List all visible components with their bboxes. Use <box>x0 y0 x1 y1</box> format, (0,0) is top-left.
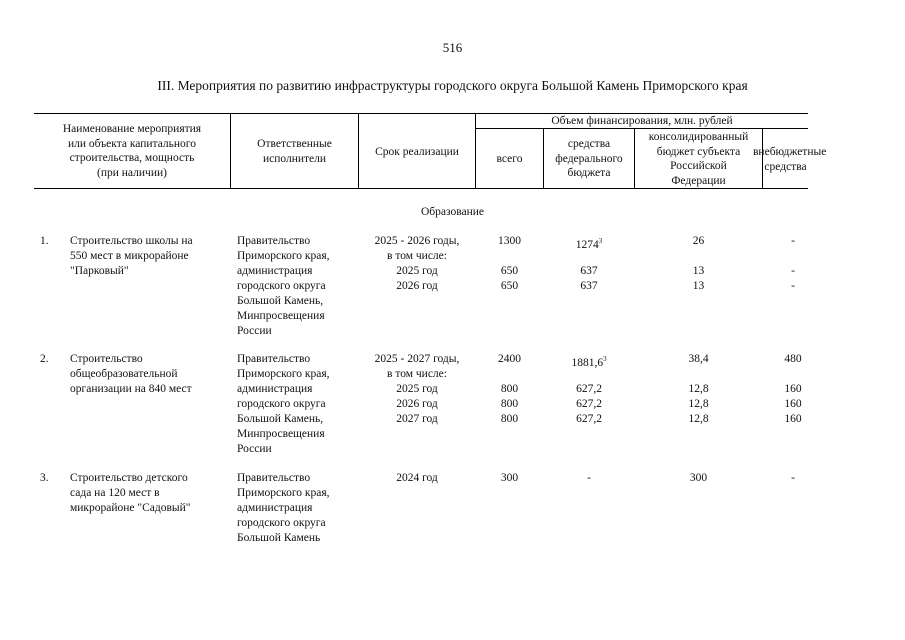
row-extra-value: 160 <box>784 413 802 425</box>
header-responsible: Ответственные исполнители <box>257 138 332 165</box>
page-number: 516 <box>442 40 463 55</box>
row-responsible-line: городского округа <box>237 398 326 410</box>
header-total: всего <box>496 153 523 165</box>
row-federal-value <box>544 352 634 371</box>
row-responsible-line: России <box>237 325 272 337</box>
row-responsible-line: администрация <box>237 265 313 277</box>
row-extra-value: - <box>791 235 795 247</box>
row-extra-value: 480 <box>784 353 802 365</box>
row-regional-value: 12,8 <box>688 383 709 395</box>
row-responsible-line: России <box>237 443 272 455</box>
row-extra-value: 160 <box>784 383 802 395</box>
row-period-line: в том числе: <box>387 250 447 262</box>
row-responsible-line: Минпросвещения <box>237 428 325 440</box>
row-responsible-line: Большой Камень, <box>237 295 324 307</box>
row-name-line: организации на 840 мест <box>70 383 192 395</box>
row-period-line: 2024 год <box>396 472 438 484</box>
row-responsible-line: Приморского края, <box>237 368 330 380</box>
row-period-line: 2027 год <box>396 413 438 425</box>
row-responsible-line: Большой Камень, <box>237 413 324 425</box>
row-responsible-line: администрация <box>237 383 313 395</box>
row-extra-value: - <box>791 472 795 484</box>
row-responsible-line: Правительство <box>237 235 311 247</box>
row-name-line: Строительство детского <box>70 472 188 484</box>
row-extra-value: - <box>791 280 795 292</box>
row-period-line: 2025 год <box>396 265 438 277</box>
row-name-line: 550 мест в микрорайоне <box>70 250 189 262</box>
row-total-value: 1300 <box>498 235 521 247</box>
row-regional-value: 12,8 <box>688 413 709 425</box>
row-federal-value: - <box>587 472 591 484</box>
row-total-value: 300 <box>500 472 519 484</box>
header-extra: внебюджетные средства <box>753 146 827 173</box>
row-responsible-line: Приморского края, <box>237 250 330 262</box>
row-period-line: 2026 год <box>396 280 438 292</box>
page-title: III. Мероприятия по развитию инфраструктуры городского округа Большой Камень Приморского края <box>157 78 748 93</box>
federal-value-text: 1881,6 <box>571 356 604 369</box>
row-number: 3. <box>40 472 49 484</box>
row-federal-value: 637 <box>580 265 598 277</box>
table-header-bottom-border <box>34 188 808 189</box>
federal-value-text: 1274 <box>575 238 599 251</box>
row-regional-value: 13 <box>692 265 705 277</box>
row-period-line: 2025 - 2026 годы, <box>374 235 460 247</box>
row-responsible-line: городского округа <box>237 280 326 292</box>
row-name-line: микрорайоне "Садовый" <box>70 502 191 514</box>
row-name-line: сада на 120 мест в <box>70 487 160 499</box>
row-regional-value: 26 <box>692 235 705 247</box>
row-period-line: в том числе: <box>387 368 447 380</box>
header-funding-group: Объем финансирования, млн. рублей <box>551 115 733 127</box>
row-responsible-line: администрация <box>237 502 313 514</box>
row-number: 2. <box>40 353 49 365</box>
row-responsible-line: Минпросвещения <box>237 310 325 322</box>
row-responsible-line: городского округа <box>237 517 326 529</box>
row-total-value: 800 <box>500 383 519 395</box>
row-responsible-line: Большой Камень <box>237 532 321 544</box>
row-name-line: "Парковый" <box>70 265 129 277</box>
row-period-line: 2025 год <box>396 383 438 395</box>
row-federal-value: 627,2 <box>576 383 602 395</box>
section-title: Образование <box>420 206 485 218</box>
header-period: Срок реализации <box>375 146 459 158</box>
header-regional: консолидированный бюджет субъекта Российской Федерации <box>648 131 749 187</box>
row-federal-value <box>544 234 634 253</box>
row-period-line: 2025 - 2027 годы, <box>374 353 460 365</box>
row-name-line: Строительство <box>70 353 143 365</box>
row-name-line: общеобразовательной <box>70 368 178 380</box>
row-total-value: 650 <box>500 280 519 292</box>
row-federal-value: 637 <box>580 280 598 292</box>
row-responsible-line: Правительство <box>237 472 311 484</box>
row-total-value: 2400 <box>498 353 521 365</box>
row-regional-value: 13 <box>692 280 705 292</box>
header-name: Наименование мероприятия или объекта капитального строительства, мощность (при наличии) <box>62 123 202 179</box>
row-name-line: Строительство школы на <box>70 235 193 247</box>
row-responsible-line: Правительство <box>237 353 311 365</box>
row-regional-value: 300 <box>689 472 708 484</box>
row-total-value: 650 <box>500 265 519 277</box>
row-regional-value: 12,8 <box>688 398 709 410</box>
row-extra-value: - <box>791 265 795 277</box>
header-federal: средства федерального бюджета <box>555 138 623 179</box>
row-total-value: 800 <box>500 398 519 410</box>
row-extra-value: 160 <box>784 398 802 410</box>
footnote-marker: 3 <box>598 237 603 245</box>
row-number: 1. <box>40 235 49 247</box>
row-federal-value: 627,2 <box>576 398 602 410</box>
row-regional-value: 38,4 <box>688 353 709 365</box>
row-period-line: 2026 год <box>396 398 438 410</box>
row-federal-value: 627,2 <box>576 413 602 425</box>
row-total-value: 800 <box>500 413 519 425</box>
row-responsible-line: Приморского края, <box>237 487 330 499</box>
footnote-marker: 3 <box>603 355 607 363</box>
